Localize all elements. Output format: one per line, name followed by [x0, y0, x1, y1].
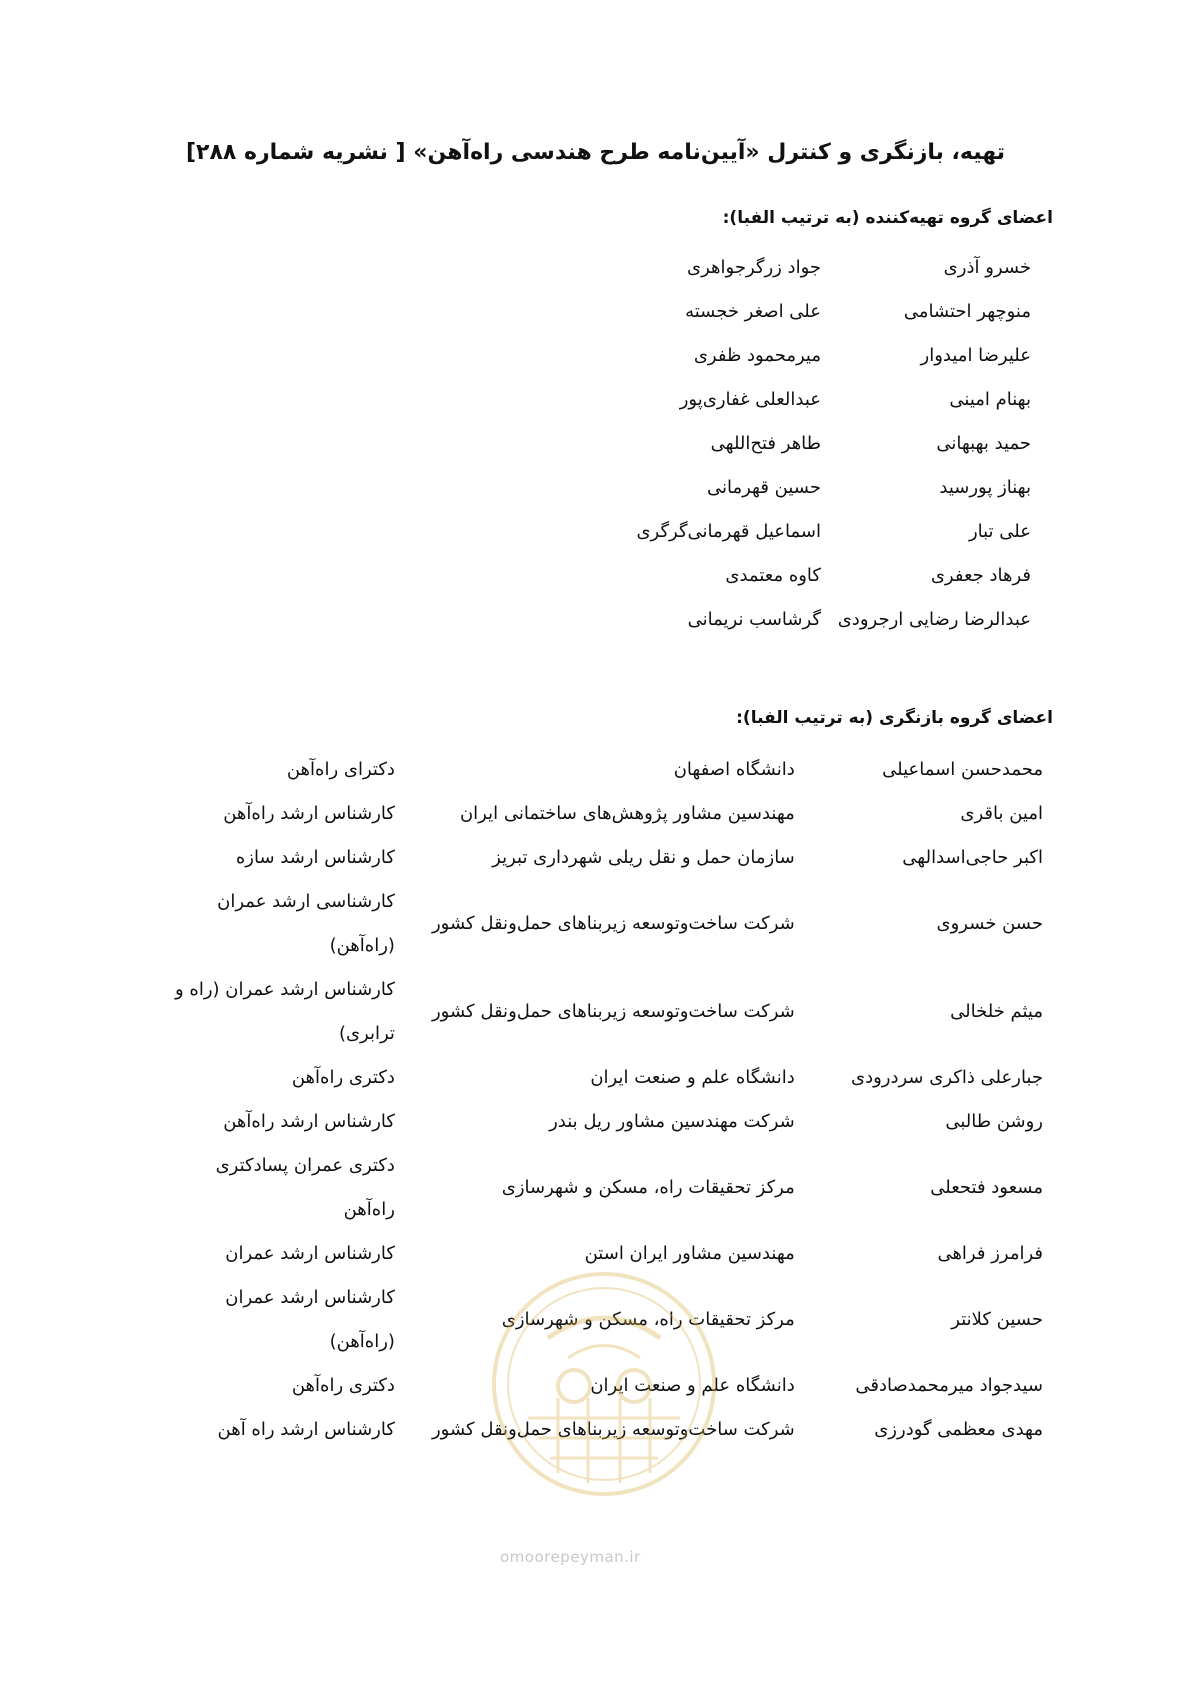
prep-member: میرمحمود ظفری — [693, 345, 821, 366]
table-row — [173, 1408, 1043, 1452]
prep-member: بهناز پورسید — [939, 477, 1031, 498]
member-name: محمدحسن اسماعیلی — [882, 759, 1043, 780]
table-row — [173, 1100, 1043, 1144]
member-degree: کارشناس ارشد عمران (راه‌آهن) — [225, 1287, 395, 1352]
prep-member: علی اصغر خجسته — [685, 301, 821, 322]
prep-member: منوچهر احتشامی — [903, 301, 1031, 322]
member-organization: مهندسین مشاور پژوهش‌های ساختمانی ایران — [459, 803, 795, 824]
member-name: سیدجواد میرمحمدصادقی — [855, 1375, 1043, 1396]
prep-member: اسماعیل قهرمانی‌گرگری — [636, 521, 821, 542]
prep-member: حسین قهرمانی — [706, 477, 821, 498]
prep-member: گرشاسب نریمانی — [687, 609, 821, 630]
member-name: روشن طالبی — [945, 1111, 1043, 1132]
prep-group-list — [471, 246, 1031, 642]
member-organization: مهندسین مشاور ایران استن — [584, 1243, 795, 1264]
prep-member: عبدالعلی غفاری‌پور — [679, 389, 821, 410]
member-name: فرامرز فراهی — [937, 1243, 1043, 1264]
watermark-text: omoorepeyman.ir — [500, 1548, 641, 1566]
prep-member: فرهاد جعفری — [930, 565, 1031, 586]
member-degree: کارشناس ارشد راه‌آهن — [223, 803, 395, 824]
table-row — [173, 836, 1043, 880]
table-row — [173, 1276, 1043, 1364]
member-organization: شرکت ساخت‌وتوسعه زیربناهای حمل‌ونقل کشور — [431, 913, 795, 934]
member-organization: دانشگاه علم و صنعت ایران — [590, 1067, 795, 1088]
prep-group-heading: اعضای گروه تهیه‌کننده (به ترتیب الفبا): — [722, 208, 1053, 228]
member-degree: کارشناس ارشد عمران (راه و ترابری) — [174, 979, 395, 1044]
table-row — [173, 1056, 1043, 1100]
member-organization: دانشگاه علم و صنعت ایران — [590, 1375, 795, 1396]
member-degree: کارشناس ارشد سازه — [235, 847, 395, 868]
prep-member: علی تبار — [968, 521, 1031, 542]
member-organization: شرکت مهندسین مشاور ریل بندر — [549, 1111, 795, 1132]
prep-member: طاهر فتح‌اللهی — [710, 433, 821, 454]
member-degree: دکتری راه‌آهن — [291, 1067, 395, 1088]
member-name: مسعود فتحعلی — [930, 1177, 1043, 1198]
page-title: تهیه، بازنگری و کنترل «آیین‌نامه طرح هندسی راه‌آهن» [ نشریه شماره ۲۸۸] — [185, 140, 1006, 165]
prep-member: جواد زرگرجواهری — [687, 257, 821, 278]
member-name: حسین کلانتر — [951, 1309, 1043, 1330]
review-group-heading: اعضای گروه بازنگری (به ترتیب الفبا): — [736, 708, 1053, 728]
table-row — [173, 880, 1043, 968]
member-name: حسن خسروی — [936, 913, 1043, 934]
member-degree: کارشناس ارشد راه‌آهن — [223, 1111, 395, 1132]
table-row — [173, 968, 1043, 1056]
member-degree: کارشناس ارشد راه آهن — [217, 1419, 395, 1440]
prep-member: حمید بهبهانی — [936, 433, 1031, 454]
member-name: مهدی معظمی گودرزی — [874, 1419, 1043, 1440]
member-name: میثم خلخالی — [950, 1001, 1043, 1022]
member-organization: شرکت ساخت‌وتوسعه زیربناهای حمل‌ونقل کشور — [431, 1001, 795, 1022]
member-organization: دانشگاه اصفهان — [673, 759, 795, 780]
member-organization: مرکز تحقیقات راه، مسکن و شهرسازی — [501, 1309, 795, 1330]
prep-member: عبدالرضا رضایی ارجرودی — [837, 609, 1031, 630]
prep-member: کاوه معتمدی — [725, 565, 821, 586]
table-row — [173, 1232, 1043, 1276]
member-organization: مرکز تحقیقات راه، مسکن و شهرسازی — [501, 1177, 795, 1198]
member-name: اکبر حاجی‌اسدالهی — [902, 847, 1043, 868]
review-group-table — [173, 748, 1043, 1452]
prep-member: بهنام امینی — [949, 389, 1031, 410]
table-row — [173, 748, 1043, 792]
member-degree: دکترای راه‌آهن — [286, 759, 395, 780]
member-name: جبارعلی ذاکری سردرودی — [850, 1067, 1043, 1088]
member-degree: کارشناسی ارشد عمران (راه‌آهن) — [217, 891, 395, 956]
table-row — [173, 792, 1043, 836]
member-degree: کارشناس ارشد عمران — [225, 1243, 395, 1264]
member-organization: سازمان حمل و نقل ریلی شهرداری تبریز — [492, 847, 795, 868]
prep-member: خسرو آذری — [943, 257, 1031, 278]
table-row — [173, 1144, 1043, 1232]
member-organization: شرکت ساخت‌وتوسعه زیربناهای حمل‌ونقل کشور — [431, 1419, 795, 1440]
member-degree: دکتری راه‌آهن — [291, 1375, 395, 1396]
table-row — [173, 1364, 1043, 1408]
member-degree: دکتری عمران پسادکتری راه‌آهن — [215, 1155, 395, 1220]
prep-member: علیرضا امیدوار — [920, 345, 1031, 366]
member-name: امین باقری — [960, 803, 1043, 824]
